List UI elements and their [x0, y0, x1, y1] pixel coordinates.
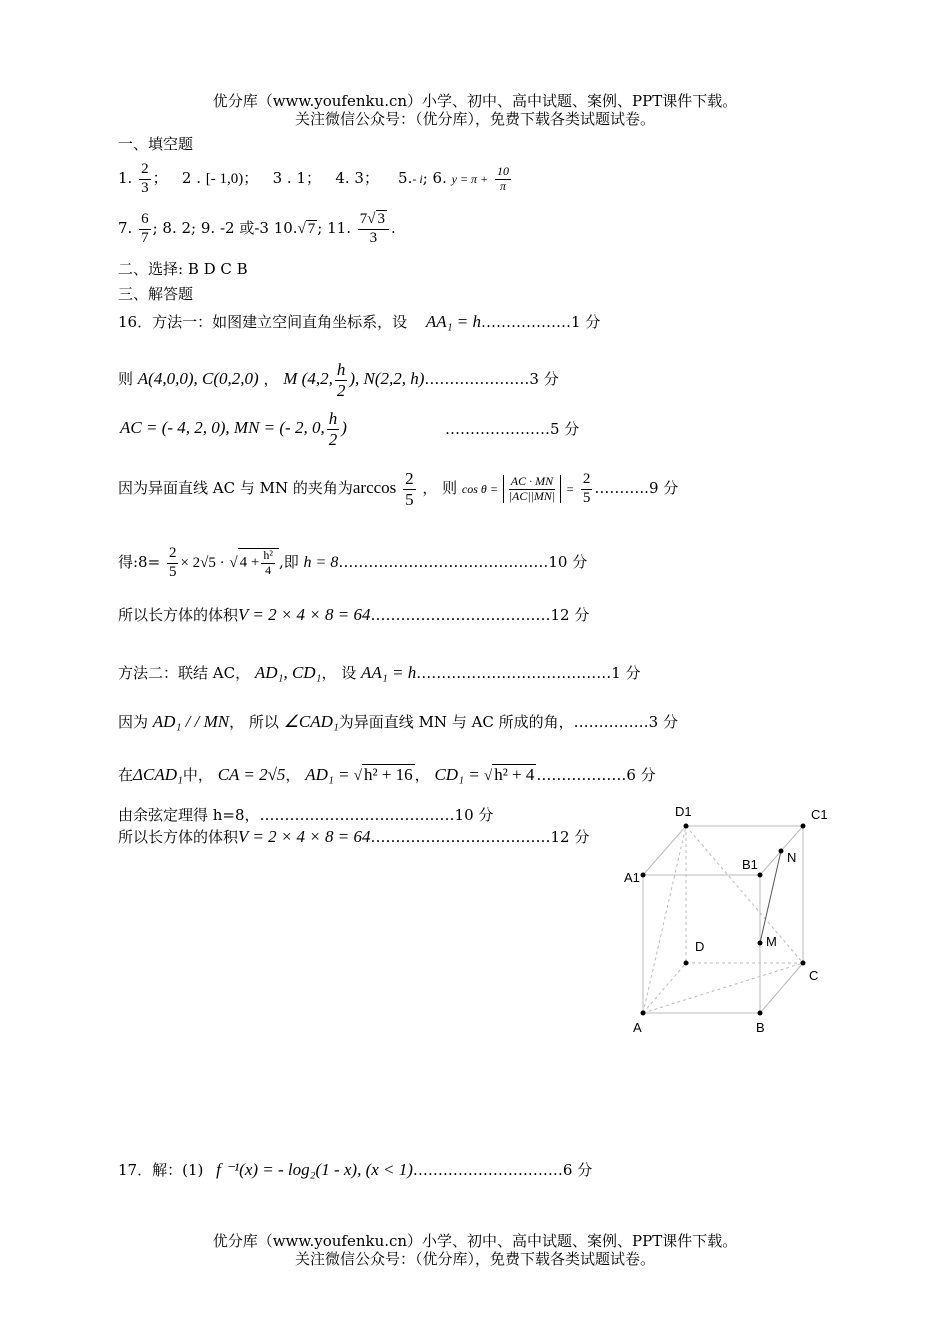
- sol16-m2-parallel: AD₁ / / MN: [152, 712, 230, 731]
- sol16-set-h: AA₁ = h: [425, 312, 482, 331]
- sol16-m2-ad1: AD₁ =: [305, 765, 354, 784]
- sol16-vectors: AC = (- 4, 2, 0), MN = (- 2, 0,: [120, 418, 325, 437]
- vertex-d: [684, 961, 689, 966]
- q4-answer: 4. 3；: [335, 169, 379, 187]
- sol16-m2-line-5: 所以长方体的体积V = 2 × 4 × 8 = 64………………………………12 分: [118, 827, 590, 846]
- sol16-cos-theta: cos θ =: [461, 482, 498, 496]
- sol16-m2-triangle: ΔCAD₁: [133, 765, 183, 784]
- vertex-a: [641, 1011, 646, 1016]
- vertex-b1: [758, 873, 763, 878]
- sol16-point-n: ), N(2,2, h): [349, 369, 425, 388]
- cuboid-figure: [600, 795, 850, 1045]
- q5-label: 5.: [398, 169, 413, 187]
- q10-value: 7: [307, 221, 316, 237]
- label-b1: B1: [742, 857, 758, 872]
- section-solution-title: 三、解答题: [118, 285, 194, 303]
- point-m: [758, 941, 763, 946]
- sol16-m2-cd1: CD₁ =: [434, 765, 484, 784]
- section-choice-title: 二、选择: B D C B: [118, 260, 248, 278]
- label-n: N: [787, 850, 797, 865]
- vertex-b: [758, 1011, 763, 1016]
- sol16-m2-volume: V = 2 × 4 × 8 = 64: [238, 827, 371, 846]
- sol16-m2-angle: ∠CAD₁: [283, 712, 339, 731]
- label-a: A: [633, 1020, 642, 1035]
- sol16-result-h: h = 8: [303, 554, 339, 571]
- label-a1: A1: [624, 870, 640, 885]
- label-c: C: [809, 968, 819, 983]
- sol16-point-m: M (4,2,: [283, 369, 333, 388]
- header-line-2: 关注微信公众号：（优分库），免费下载各类试题试卷。: [294, 110, 655, 128]
- q8-q10-answers: ; 8. 2; 9. -2 或-3 10.: [152, 219, 298, 237]
- q7-label: 7.: [118, 219, 133, 237]
- section-fill-title: 一、填空题: [118, 135, 194, 153]
- sol16-line-4: 因为异面直线 AC 与 MN 的夹角为arccos $\frac{2}{5}$ ， 则 cos θ = $\frac{AC \cdot MN}{|AC||MN|}$ = $\frac{2}{5}$ ………..9 分: [118, 468, 679, 509]
- footer-line-1: 优分库（www.youfenku.cn）小学、初中、高中试题、案例、PPT课件下载。: [212, 1232, 738, 1250]
- q3-answer: 3 . 1；: [272, 169, 322, 187]
- vertex-d1: [684, 824, 689, 829]
- vertex-a1: [641, 873, 646, 878]
- q11-fraction: $\frac{7√ 3}{3}$: [358, 211, 389, 247]
- sol16-line-6: 所以长方体的体积V = 2 × 4 × 8 = 64………………………………12 分: [118, 605, 590, 624]
- sol16-line-3: AC = (- 4, 2, 0), MN = (- 2, 0, $\frac{h}{2}$ ): [120, 408, 347, 449]
- fill-answers-line-1: 1. $\frac{2}{3}$ ； 2 . [- 1,0)； 3 . 1； 4. 3； 5.- i; 6. y = π + $\frac{10}{\pi}$: [118, 161, 509, 196]
- footer-line-2: 关注微信公众号：（优分库），免费下载各类试题试卷。: [294, 1250, 655, 1268]
- sol16-m2-line-3: 在ΔCAD₁中， CA = 2√5， AD₁ = √ h² + 16 ， CD₁ = √ h² + 4 ………………6 分: [118, 765, 656, 784]
- fill-answers-line-2: 7. $\frac{6}{7}$ ; 8. 2; 9. -2 或-3 10.√ 7 ; 11. $\frac{7√ 3}{3}$ .: [118, 211, 396, 246]
- vertex-c1: [801, 824, 806, 829]
- sol16-line-2: 则 A(4,0,0), C(0,2,0) ， M (4,2, $\frac{h}{2}$ ), N(2,2, h)…………………3 分: [118, 359, 559, 400]
- q1-fraction: $\frac{2}{3}$: [141, 161, 149, 196]
- sol16-line-3-score: …………………5 分: [445, 420, 580, 438]
- sol16-line-5: 得:8= $\frac{2}{5}$ × 2√5 · √ 4 + $\frac{\text{h²}}{4}$ ,即 h = 8……………………………………10 分: [118, 545, 588, 580]
- sol16-line-1: 16．方法一：如图建立空间直角坐标系，设 AA₁ = h………………1 分: [118, 312, 601, 331]
- q5-value: - i: [412, 172, 423, 186]
- sol16-m2-line-1: 方法二：联结 AC， AD₁, CD₁， 设 AA₁ = h…………………………………1 分: [118, 663, 641, 682]
- sol17-inverse-function: f ⁻¹(x) = - log₂(1 - x), (x < 1): [216, 1160, 413, 1179]
- sol17-line-1: 17．解：(1) f ⁻¹(x) = - log₂(1 - x), (x < 1)…………………………6 分: [118, 1160, 593, 1179]
- vertex-c: [801, 961, 806, 966]
- label-d: D: [695, 939, 705, 954]
- sol16-m2-line-4: 由余弦定理得 h=8，…………………………………10 分: [118, 806, 494, 824]
- q7-fraction: $\frac{6}{7}$: [141, 211, 149, 246]
- sol16-points-ac: A(4,0,0), C(0,2,0): [137, 369, 259, 388]
- q1-label: 1.: [118, 169, 133, 187]
- label-b: B: [756, 1020, 765, 1035]
- sol16-volume: V = 2 × 4 × 8 = 64: [238, 605, 371, 624]
- sol16-m2-line-2: 因为 AD₁ / / MN， 所以 ∠CAD₁为异面直线 MN 与 AC 所成的角，……………3 分: [118, 712, 678, 731]
- point-n: [779, 849, 784, 854]
- q2-label: 2 .: [181, 169, 202, 187]
- sol16-m2-ca: CA = 2√5: [217, 765, 286, 784]
- q2-value: [- 1,0): [205, 171, 244, 187]
- q6-expression: y = π +: [451, 172, 489, 186]
- sol16-m2-set-h: AA₁ = h: [361, 663, 417, 682]
- label-c1: C1: [811, 807, 828, 822]
- label-d1: D1: [675, 804, 692, 819]
- sol16-m2-segments: AD₁, CD₁: [254, 663, 322, 682]
- header-line-1: 优分库（www.youfenku.cn）小学、初中、高中试题、案例、PPT课件下载。: [212, 92, 738, 110]
- label-m: M: [766, 934, 777, 949]
- q6-fraction: $\frac{10}{\pi}$: [496, 163, 509, 193]
